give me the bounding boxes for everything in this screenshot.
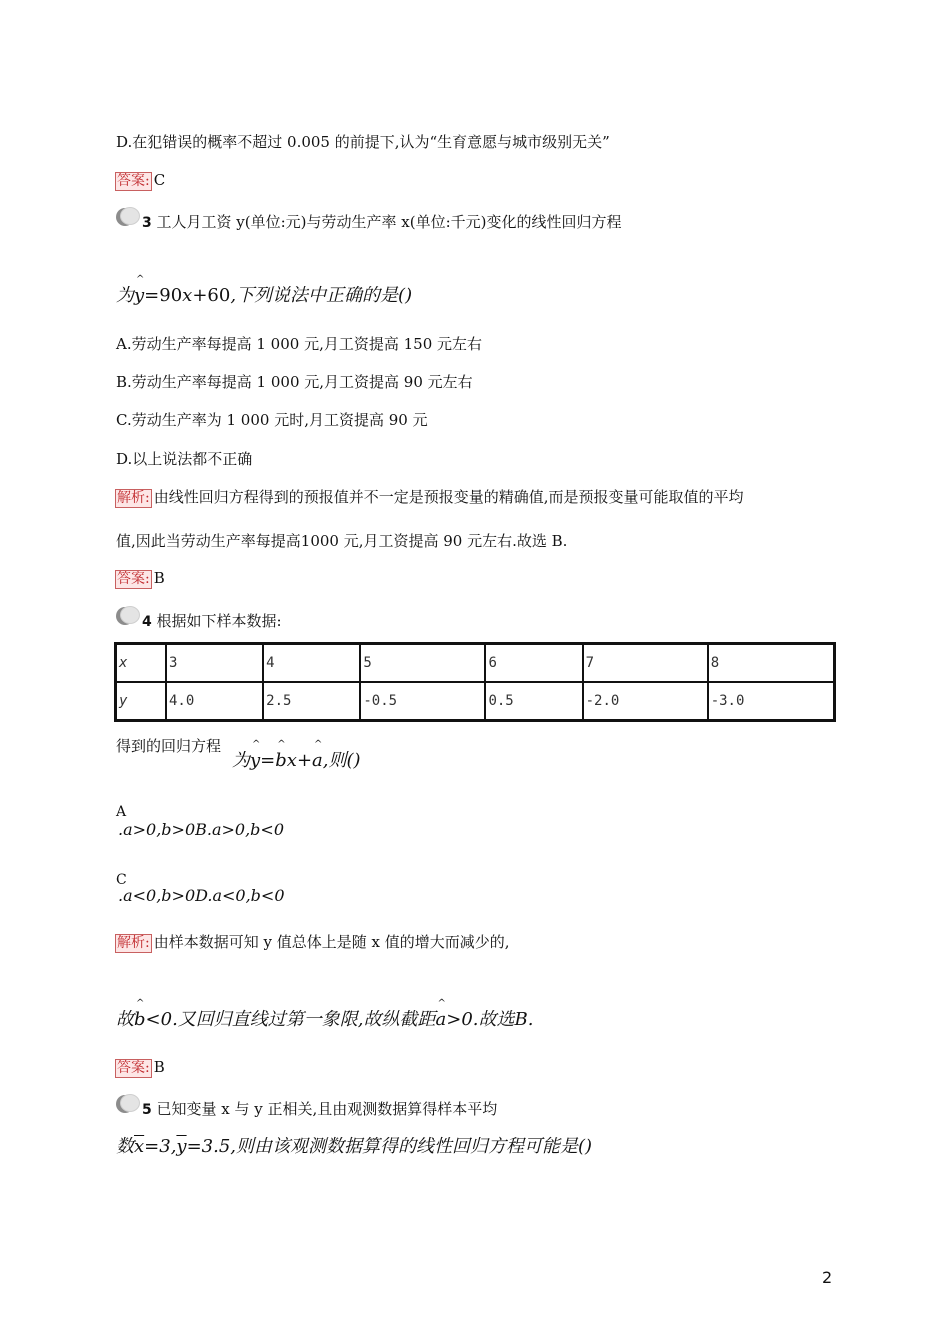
q4-eq-plus: + [296,750,313,771]
table-cell: 4 [263,644,360,683]
q5-eq-mid: =3, [144,1136,177,1157]
q2-answer [115,170,165,191]
q4-eq-ahat: ^ a [312,751,323,771]
answer-label: 答案: [117,571,150,587]
answer-label: 答案: [117,173,150,189]
q4-analysis-2 [116,1010,533,1030]
q4-eq-equals: = [260,750,276,771]
sample-data-table [114,642,836,722]
table-cell: 7 [583,644,708,683]
q3-option-d: D.以上说法都不正确 [116,450,253,468]
q4-eq-bhat: ^ b [275,751,287,771]
table-cell: -3.0 [708,682,835,721]
table-cell: 2.5 [263,682,360,721]
table-row-y [116,682,835,721]
q3-option-a: A.劳动生产率每提高 1 000 元,月工资提高 150 元左右 [116,335,483,353]
q3-analysis-text-1: 由线性回归方程得到的预报值并不一定是预报变量的精确值,而是预报变量可能取值的平均 [153,488,744,506]
q4-options-ab: .a>0,b>0B.a>0,b<0 [118,820,285,839]
table-cell: 5 [360,644,485,683]
q5-eq-after: =3.5,则由该观测数据算得的线性回归方程可能是() [186,1136,593,1157]
table-cell: 0.5 [485,682,582,721]
q3-analysis-1 [115,487,744,508]
table-cell: -0.5 [360,682,485,721]
q3-equation [116,286,412,306]
q4-option-a-label: A [116,804,127,820]
q3-eq-after: ,下列说法中正确的是() [230,285,413,306]
table-cell: 4.0 [166,682,263,721]
q4-options-cd: .a<0,b>0D.a<0,b<0 [118,886,285,905]
q4-eq-yhat: ^ y [250,751,260,771]
q4-eq-prefix: 为 [232,750,250,771]
question-bullet-icon [116,207,138,225]
q4-analysis-2a: 故 [116,1009,134,1030]
analysis-label: 解析: [117,935,150,951]
table-cell-label: x [116,644,167,683]
q5-equation [116,1137,592,1157]
q3-eq-prefix: 为 [116,285,134,306]
table-cell: 3 [166,644,263,683]
q4-equation [232,751,361,771]
page-number: 2 [822,1268,833,1287]
answer-value: B [153,1058,165,1076]
q5-stem-text: 已知变量 x 与 y 正相关,且由观测数据算得样本平均 [156,1100,498,1118]
table-cell-label: y [116,682,167,721]
q3-option-b: B.劳动生产率每提高 1 000 元,月工资提高 90 元左右 [116,373,473,391]
q4-stem-text: 根据如下样本数据: [156,612,282,630]
q4-answer [115,1057,165,1078]
q3-analysis-2: 值,因此当劳动生产率每提高1000 元,月工资提高 90 元左右.故选 B. [116,532,568,550]
question-bullet-icon [116,1094,138,1112]
q4-eq-after: ,则() [322,750,361,771]
q4-analysis-2c: <0.又回归直线过第一象限,故纵截距 [145,1009,436,1030]
table-cell: 6 [485,644,582,683]
q5-stem [142,1099,497,1120]
q3-stem [142,212,622,233]
table-cell: -2.0 [583,682,708,721]
q4-number: 4 [142,614,152,630]
q5-eq-prefix: 数 [116,1136,134,1157]
table-row-x [116,644,835,683]
answer-value: C [153,171,166,189]
q3-eq-yhat: ^ y [134,286,144,306]
answer-label: 答案: [117,1060,150,1076]
q4-stem [142,611,282,632]
q5-eq-ybar: $\overline{y}$ [176,1136,187,1157]
q4-analysis-2e: >0.故选B. [446,1009,534,1030]
q4-analysis-text-1: 由样本数据可知 y 值总体上是随 x 值的增大而减少的, [153,933,510,951]
q4-analysis-1 [115,932,510,953]
q3-number: 3 [142,215,152,231]
answer-value: B [153,569,165,587]
q3-eq-tail: +60 [192,285,231,306]
q4-option-c-label: C [116,872,127,888]
analysis-label: 解析: [117,490,150,506]
table-cell: 8 [708,644,835,683]
q4-analysis-bhat: ^ b [134,1010,146,1030]
question-bullet-icon [116,606,138,624]
q3-answer [115,568,165,589]
q5-eq-xbar: $\overline{x}$ [134,1136,145,1157]
q2-option-d: D.在犯错误的概率不超过 0.005 的前提下,认为“生育意愿与城市级别无关” [116,133,610,151]
q3-option-c: C.劳动生产率为 1 000 元时,月工资提高 90 元 [116,411,428,429]
q4-analysis-ahat: ^ a [436,1010,447,1030]
q3-eq-x: x [182,285,193,306]
q5-number: 5 [142,1102,152,1118]
q3-eq-body: =90 [144,285,183,306]
q4-eq-x: x [286,750,297,771]
q3-stem-text: 工人月工资 y(单位:元)与劳动生产率 x(单位:千元)变化的线性回归方程 [156,213,622,231]
q4-eq-lead: 得到的回归方程 [116,737,222,755]
